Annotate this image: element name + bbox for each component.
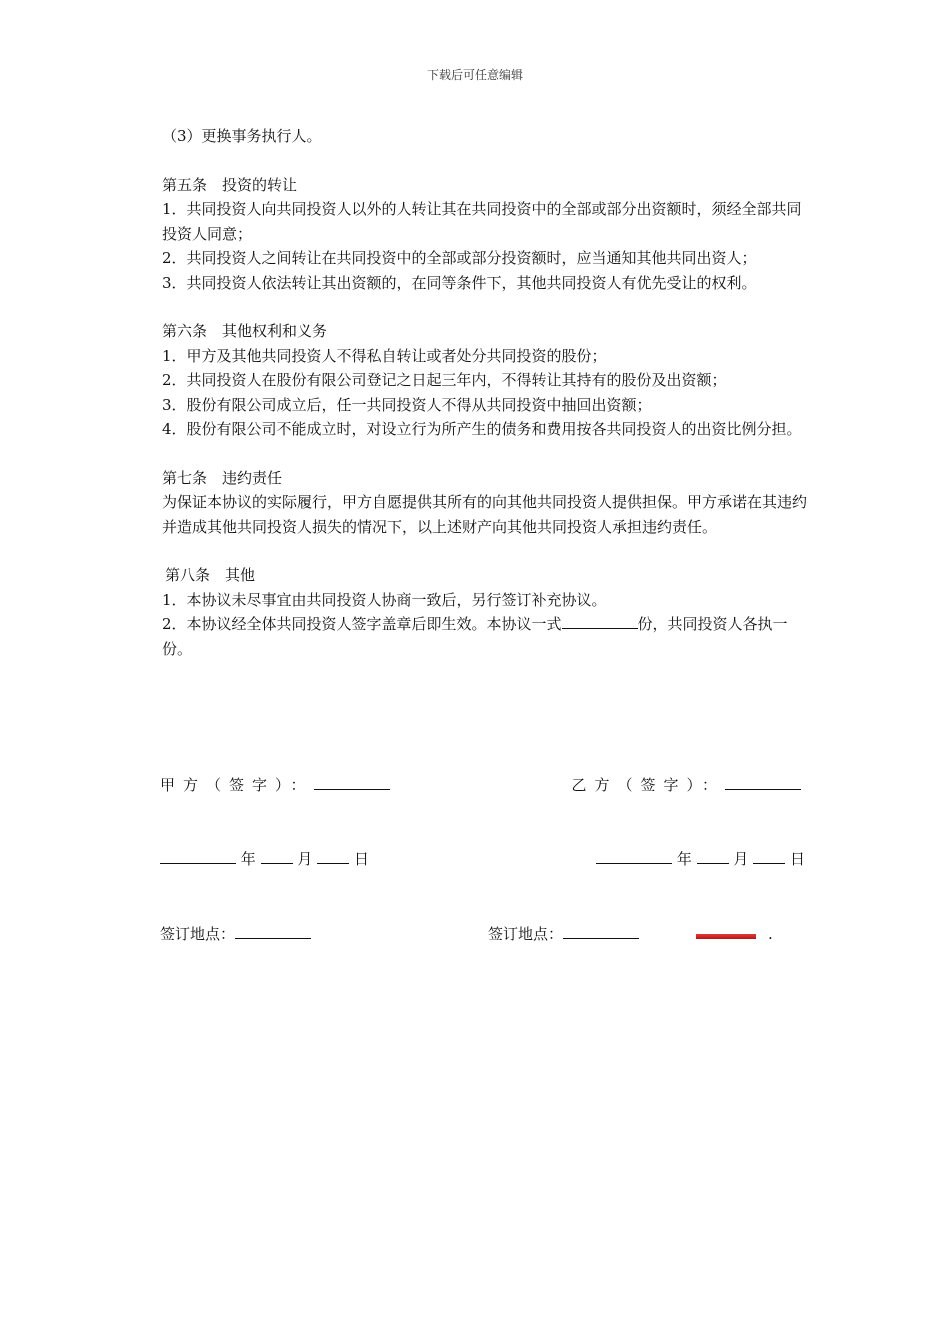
party-a-day-blank[interactable] [317, 849, 349, 864]
article-8-clause-2 [145, 612, 810, 661]
clause-2-text-a: 2．本协议经全体共同投资人签字盖章后即生效。本协议一式 [162, 615, 562, 633]
party-a-month-blank[interactable] [261, 849, 293, 864]
document-body [145, 124, 810, 661]
place-label-b: 签订地点： [488, 925, 564, 943]
article-5-clause-1: 1．共同投资人向共同投资人以外的人转让其在共同投资中的全部或部分出资额时，须经全部共同投资人同意； [162, 200, 802, 243]
party-b-date [596, 848, 805, 869]
article-7-title: 第七条 违约责任 [162, 468, 283, 487]
article-5-clause-2: 2．共同投资人之间转让在共同投资中的全部或部分投资额时，应当通知其他共同出资人； [162, 249, 757, 267]
day-label-a: 日 [353, 850, 369, 868]
year-label-a: 年 [240, 850, 256, 868]
article-5-title: 第五条 投资的转让 [162, 175, 298, 194]
red-stamp-mark [696, 934, 756, 939]
date-row [160, 848, 805, 869]
party-a-year-blank[interactable] [160, 849, 236, 864]
trailing-dot: . [768, 925, 773, 943]
month-label-a: 月 [297, 850, 313, 868]
party-a-signature [160, 774, 390, 795]
page-header: 下载后可任意编辑 [426, 68, 523, 82]
party-b-label: 乙方（签字）： [571, 776, 725, 794]
party-a-place-blank[interactable] [235, 924, 311, 939]
party-a-date [160, 848, 369, 869]
article-6-title: 第六条 其他权利和义务 [162, 322, 328, 340]
place-label-a: 签订地点： [160, 925, 236, 943]
signature-row [160, 774, 805, 795]
month-label-b: 月 [733, 850, 749, 868]
party-b-signature [571, 774, 801, 795]
party-b-year-blank[interactable] [596, 849, 672, 864]
copies-blank[interactable] [562, 613, 638, 629]
day-label-b: 日 [789, 850, 805, 868]
party-b-place [488, 923, 639, 944]
party-a-label: 甲方（签字）： [160, 776, 314, 794]
article-6-clause-4: 4．股份有限公司不能成立时，对设立行为所产生的债务和费用按各共同投资人的出资比例分担。 [162, 420, 802, 438]
article-7-clause-1: 为保证本协议的实际履行，甲方自愿提供其所有的向其他共同投资人提供担保。甲方承诺在其违约并造成其他共同投资人损失的情况下，以上述财产向其他共同投资人承担违约责任。 [162, 493, 808, 536]
party-b-day-blank[interactable] [753, 849, 785, 864]
article-8-title: 第八条 其他 [165, 566, 256, 584]
item-3: （3）更换事务执行人。 [162, 127, 322, 145]
year-label-b: 年 [676, 850, 692, 868]
article-6-clause-3: 3．股份有限公司成立后，任一共同投资人不得从共同投资中抽回出资额； [162, 395, 652, 414]
clause-2-text-b: 份，共同投资人各执一份。 [162, 615, 788, 658]
party-a-place [160, 923, 311, 944]
article-6-clause-1: 1．甲方及其他共同投资人不得私自转让或者处分共同投资的股份； [162, 346, 607, 365]
article-5-clause-3: 3．共同投资人依法转让其出资额的，在同等条件下，其他共同投资人有优先受让的权利。 [162, 273, 757, 292]
party-a-signature-blank[interactable] [314, 775, 390, 790]
article-6-clause-2: 2．共同投资人在股份有限公司登记之日起三年内，不得转让其持有的股份及出资额； [162, 371, 727, 389]
article-8-clause-1: 1．本协议未尽事宜由共同投资人协商一致后，另行签订补充协议。 [162, 590, 607, 609]
party-b-place-blank[interactable] [563, 924, 639, 939]
party-b-signature-blank[interactable] [725, 775, 801, 790]
party-b-month-blank[interactable] [697, 849, 729, 864]
